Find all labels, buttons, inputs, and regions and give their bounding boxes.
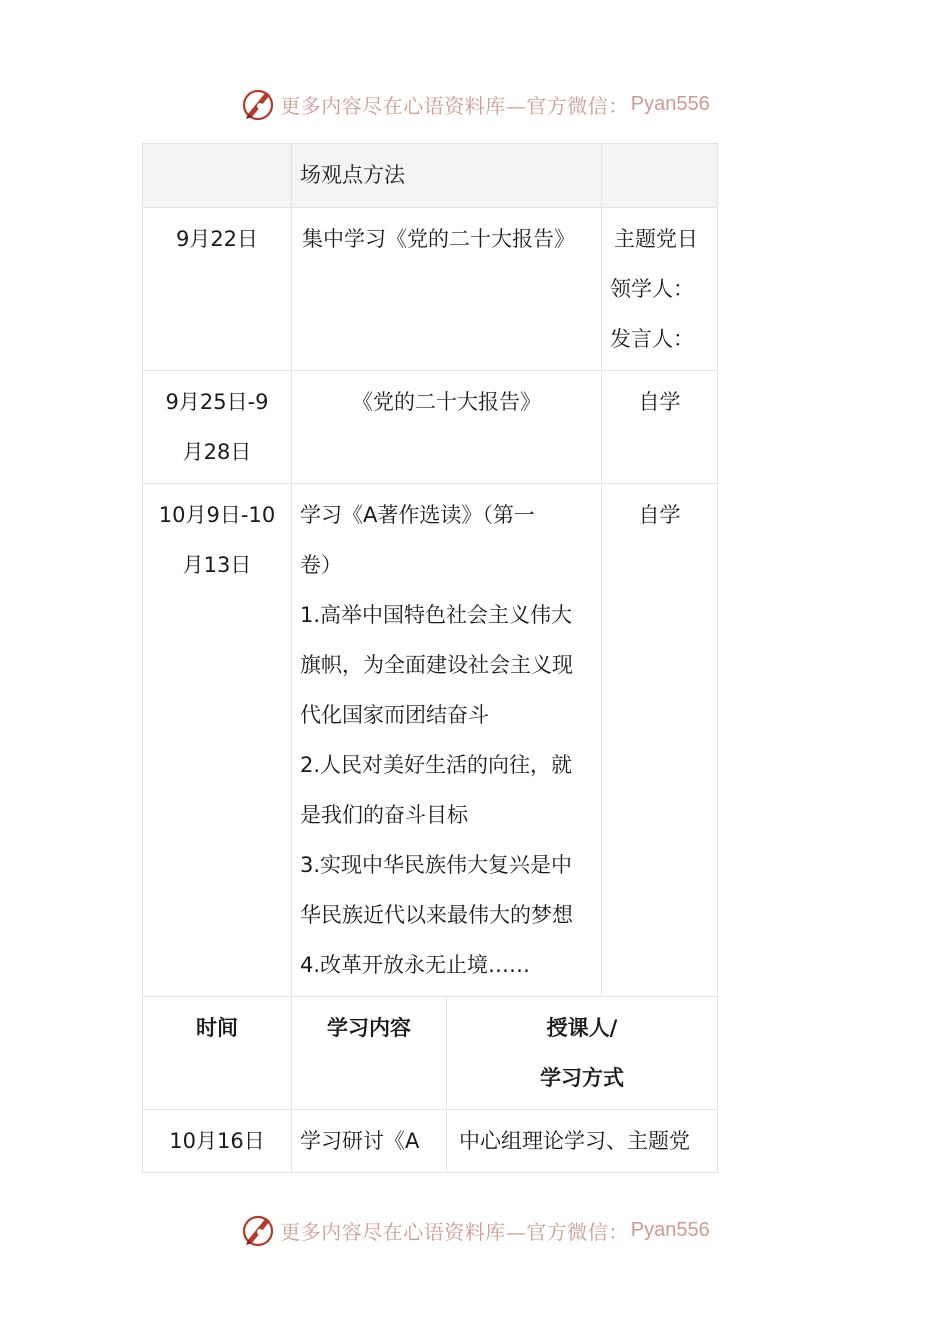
content-line: 1.高举中国特色社会主义伟大 <box>300 603 573 627</box>
date-line: 10月9日-10 <box>158 503 276 527</box>
table-row <box>143 371 718 484</box>
table-row <box>143 208 718 371</box>
header-time: 时间 <box>143 997 292 1110</box>
header-mode-line: 授课人/ <box>546 1016 618 1040</box>
date-line: 月28日 <box>182 440 252 464</box>
table-header-row <box>143 997 718 1110</box>
content-line: 3.实现中华民族伟大复兴是中 <box>300 853 573 877</box>
mode-line: 发言人： <box>610 327 694 351</box>
date-cell <box>143 484 292 997</box>
table-cell <box>602 144 718 208</box>
date-cell: 10月16日 <box>143 1110 292 1173</box>
watermark-wechat-id: Pyan556 <box>630 92 710 115</box>
content-line: 代化国家而团结奋斗 <box>300 703 489 727</box>
table-row <box>143 144 718 208</box>
content-line: 2.人民对美好生活的向往，就 <box>300 753 573 777</box>
mode-cell: 自学 <box>602 371 718 484</box>
header-mode-line: 学习方式 <box>540 1066 624 1090</box>
content-line: 4.改革开放永无止境…… <box>300 953 531 977</box>
content-line: 旗帜，为全面建设社会主义现 <box>300 653 573 677</box>
table-row <box>143 1110 718 1173</box>
mode-cell: 中心组理论学习、主题党 <box>447 1110 718 1173</box>
content-line: 是我们的奋斗目标 <box>300 803 468 827</box>
content-line: 华民族近代以来最伟大的梦想 <box>300 903 573 927</box>
mode-cell: 自学 <box>602 484 718 997</box>
date-line: 9月25日-9 <box>165 390 269 414</box>
watermark-text: 更多内容尽在心语资料库—官方微信： <box>280 93 629 118</box>
date-cell: 9月22日 <box>143 208 292 371</box>
watermark-text: 更多内容尽在心语资料库—官方微信： <box>280 1219 629 1244</box>
header-mode <box>447 997 718 1110</box>
content-line: 学习《A著作选读》（第一 <box>300 503 535 527</box>
content-line: 卷） <box>300 553 342 577</box>
content-cell <box>292 484 602 997</box>
date-line: 月13日 <box>182 553 252 577</box>
mode-line: 主题党日 <box>614 227 698 251</box>
table-cell <box>143 144 292 208</box>
footer-watermark <box>0 1208 950 1252</box>
study-schedule-table <box>142 143 718 1173</box>
mode-cell <box>602 208 718 371</box>
mode-line: 领学人： <box>610 277 694 301</box>
header-watermark <box>0 82 950 126</box>
content-cell: 学习研讨《A <box>292 1110 447 1173</box>
table-cell: 场观点方法 <box>292 144 602 208</box>
content-cell: 《党的二十大报告》 <box>292 371 602 484</box>
content-cell: 集中学习《党的二十大报告》 <box>292 208 602 371</box>
date-cell <box>143 371 292 484</box>
table-row <box>143 484 718 997</box>
pen-logo-icon <box>240 1212 276 1248</box>
header-content: 学习内容 <box>292 997 447 1110</box>
pen-logo-icon <box>240 86 276 122</box>
watermark-wechat-id: Pyan556 <box>630 1218 710 1241</box>
